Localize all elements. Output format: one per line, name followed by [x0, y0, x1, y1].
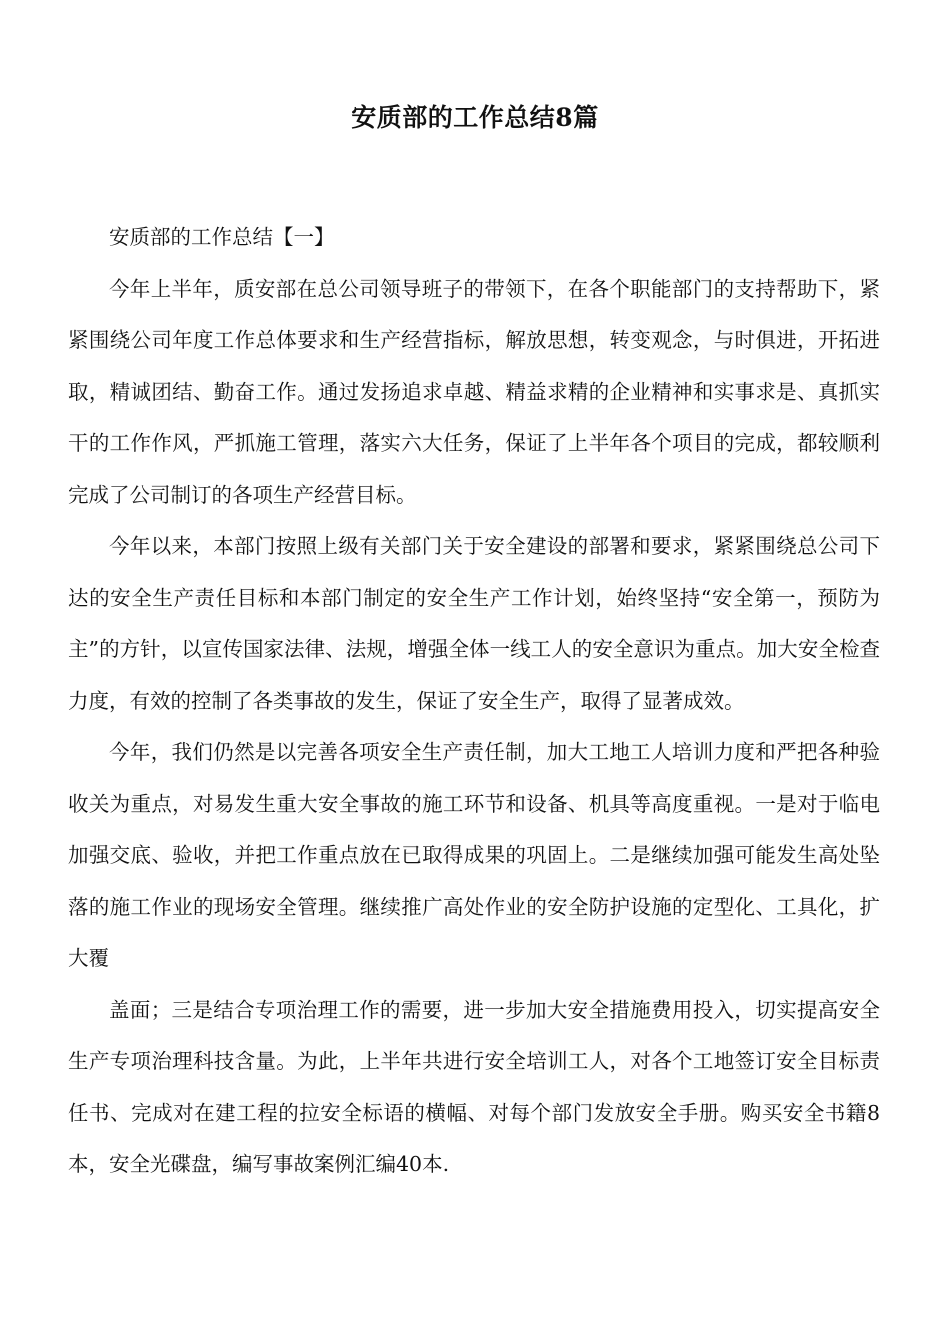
document-body	[68, 212, 880, 1191]
document-title: 安质部的工作总结8篇	[351, 103, 599, 132]
paragraph-3: 今年，我们仍然是以完善各项安全生产责任制，加大工地工人培训力度和严把各种验收关为重点，对易发生重大安全事故的施工环节和设备、机具等高度重视。一是对于临电加强交底、验收，并把工作重点放在已取得成果的巩固上。二是继续加强可能发生高处坠落的施工作业的现场安全管理。继续推广高处作业的安全防护设施的定型化、工具化，扩大覆	[68, 740, 880, 970]
paragraph-2: 今年以来，本部门按照上级有关部门关于安全建设的部署和要求，紧紧围绕总公司下达的安全生产责任目标和本部门制定的安全生产工作计划，始终坚持“安全第一，预防为主”的方针，以宣传国家法律、法规，增强全体一线工人的安全意识为重点。加大安全检查力度，有效的控制了各类事故的发生，保证了安全生产，取得了显著成效。	[68, 534, 880, 713]
section-heading: 安质部的工作总结【一】	[109, 225, 335, 249]
paragraph-1: 今年上半年，质安部在总公司领导班子的带领下，在各个职能部门的支持帮助下，紧紧围绕公司年度工作总体要求和生产经营指标，解放思想，转变观念，与时俱进，开拓进取，精诚团结、勤奋工作。通过发扬追求卓越、精益求精的企业精神和实事求是、真抓实干的工作作风，严抓施工管理，落实六大任务，保证了上半年各个项目的完成，都较顺利完成了公司制订的各项生产经营目标。	[68, 276, 880, 507]
paragraph-4: 盖面；三是结合专项治理工作的需要，进一步加大安全措施费用投入，切实提高安全生产专项治理科技含量。为此，上半年共进行安全培训工人，对各个工地签订安全目标责任书、完成对在建工程的拉安全标语的横幅、对每个部门发放安全手册。购买安全书籍8本，安全光碟盘，编写事故案例汇编40本.	[68, 997, 880, 1176]
